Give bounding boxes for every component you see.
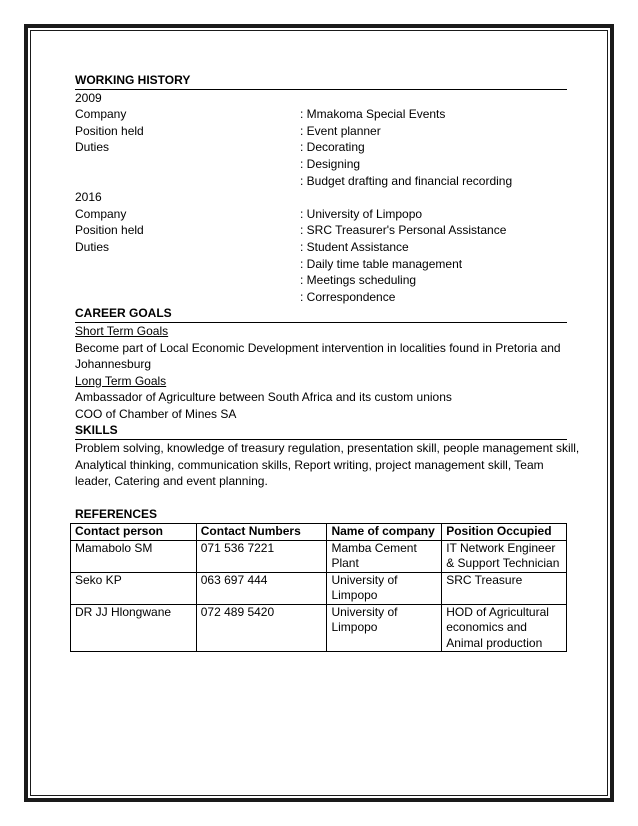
cell-line: Mamba Cement [331,540,417,555]
cell-company [327,572,442,604]
references-heading: REFERENCES [75,507,158,522]
cell-number: 072 489 5420 [196,604,327,652]
position-label: Position held [75,223,144,238]
cell-number: 071 536 7221 [196,540,327,572]
working-history-heading: WORKING HISTORY [75,72,567,90]
cell-line: HOD of Agricultural [446,604,549,619]
column-header-company: Name of company [327,524,442,541]
company-label: Company [75,206,127,221]
cell-company [327,604,442,652]
cell-position [442,572,567,604]
cell-line: Plant [331,556,359,571]
job-duties-row [75,239,567,256]
cell-position [442,540,567,572]
cell-company [327,540,442,572]
cell-line: SRC Treasure [446,572,523,587]
job-duties-row [75,156,567,173]
cell-line: economics and [446,620,527,635]
job-company-row [75,206,567,223]
skills-text: Analytical thinking, communication skills, Report writing, project management skill, Team [75,457,544,472]
duty-item: : Daily time table management [300,256,463,271]
duties-label: Duties [75,140,110,155]
job-year: 2016 [75,190,102,205]
cell-line: IT Network Engineer [446,540,556,555]
cell-line: University of [331,572,398,587]
cell-line: Limpopo [331,588,378,603]
cell-person: Seko KP [71,572,197,604]
skills-text: leader, Catering and event planning. [75,474,268,489]
company-value: : University of Limpopo [300,206,423,221]
duty-item: : Budget drafting and financial recording [300,173,513,188]
job-duties-row [75,173,567,190]
company-value: : Mmakoma Special Events [300,107,446,122]
short-term-goals-label: Short Term Goals [75,323,169,338]
job-duties-row [75,272,567,289]
cell-person: Mamabolo SM [71,540,197,572]
job-year: 2009 [75,90,102,105]
column-header-contact-numbers: Contact Numbers [196,524,327,541]
cell-line: Animal production [446,635,543,650]
cell-number: 063 697 444 [196,572,327,604]
position-value: : Event planner [300,123,381,138]
duty-item: : Student Assistance [300,239,409,254]
duties-label: Duties [75,239,110,254]
job-position-row [75,123,567,140]
short-term-goal-text: Johannesburg [75,357,152,372]
document-content [75,72,580,652]
position-label: Position held [75,123,144,138]
long-term-goal-text: COO of Chamber of Mines SA [75,406,237,421]
career-goals-heading: CAREER GOALS [75,305,567,323]
table-row [71,572,567,604]
job-position-row [75,222,567,239]
cell-person: DR JJ Hlongwane [71,604,197,652]
references-table [70,523,567,652]
long-term-goals-label: Long Term Goals [75,373,167,388]
duty-item: : Designing [300,156,361,171]
cell-line: Limpopo [331,620,378,635]
company-label: Company [75,107,127,122]
long-term-goal-text: Ambassador of Agriculture between South Africa and its custom unions [75,390,452,405]
job-duties-row [75,139,567,156]
job-duties-row [75,289,567,306]
job-company-row [75,106,567,123]
table-header-row [71,524,567,541]
column-header-contact-person: Contact person [71,524,197,541]
job-duties-row [75,256,567,273]
duty-item: : Decorating [300,140,365,155]
cell-line: University of [331,604,398,619]
column-header-position: Position Occupied [442,524,567,541]
cell-position [442,604,567,652]
skills-heading: SKILLS [75,422,567,440]
duty-item: : Meetings scheduling [300,273,417,288]
duty-item: : Correspondence [300,289,396,304]
position-value: : SRC Treasurer's Personal Assistance [300,223,507,238]
table-row [71,540,567,572]
short-term-goal-text: Become part of Local Economic Development intervention in localities found in Pretoria and [75,340,561,355]
table-row [71,604,567,652]
cell-line: & Support Technician [446,556,560,571]
skills-text: Problem solving, knowledge of treasury regulation, presentation skill, people management skill, [75,441,580,456]
